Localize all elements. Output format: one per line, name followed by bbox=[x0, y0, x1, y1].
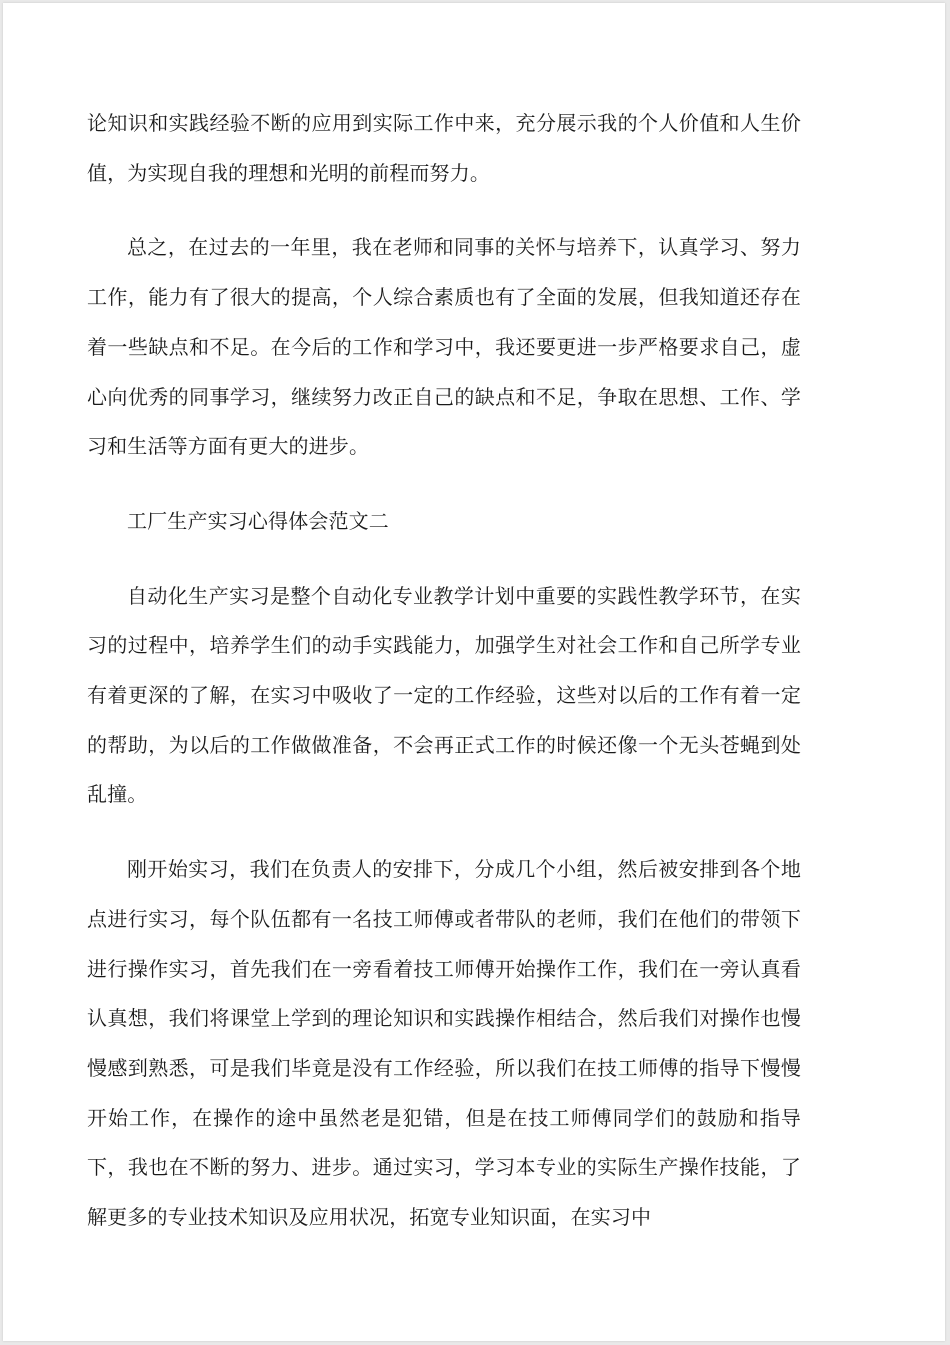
document-body bbox=[87, 99, 801, 1268]
document-page bbox=[3, 3, 945, 1341]
paragraph-experience: 刚开始实习，我们在负责人的安排下，分成几个小组，然后被安排到各个地点进行实习，每个队伍都有一名技工师傅或者带队的老师，我们在他们的带领下进行操作实习，首先我们在一旁看着技工师傅开始操作工作，我们在一旁认真看认真想，我们将课堂上学到的理论知识和实践操作相结合，然后我们对操作也慢慢感到熟悉，可是我们毕竟是没有工作经验，所以我们在技工师傅的指导下慢慢开始工作，在操作的途中虽然老是犯错，但是在技工师傅同学们的鼓励和指导下，我也在不断的努力、进步。通过实习，学习本专业的实际生产操作技能，了解更多的专业技术知识及应用状况，拓宽专业知识面，在实习中 bbox=[87, 857, 801, 1230]
paragraph-summary: 总之，在过去的一年里，我在老师和同事的关怀与培养下，认真学习、努力工作，能力有了很大的提高，个人综合素质也有了全面的发展，但我知道还存在着一些缺点和不足。在今后的工作和学习中，我还要更进一步严格要求自己，虚心向优秀的同事学习，继续努力改正自己的缺点和不足，争取在思想、工作、学习和生活等方面有更大的进步。 bbox=[87, 235, 801, 459]
section-heading: 工厂生产实习心得体会范文二 bbox=[127, 508, 389, 533]
paragraph-intro: 自动化生产实习是整个自动化专业教学计划中重要的实践性教学环节，在实习的过程中，培养学生们的动手实践能力，加强学生对社会工作和自己所学专业有着更深的了解，在实习中吸收了一定的工作经验，这些对以后的工作有着一定的帮助，为以后的工作做做准备，不会再正式工作的时候还像一个无头苍蝇到处乱撞。 bbox=[87, 583, 801, 807]
paragraph-continuation: 论知识和实践经验不断的应用到实际工作中来，充分展示我的个人价值和人生价值，为实现自我的理想和光明的前程而努力。 bbox=[87, 111, 801, 185]
